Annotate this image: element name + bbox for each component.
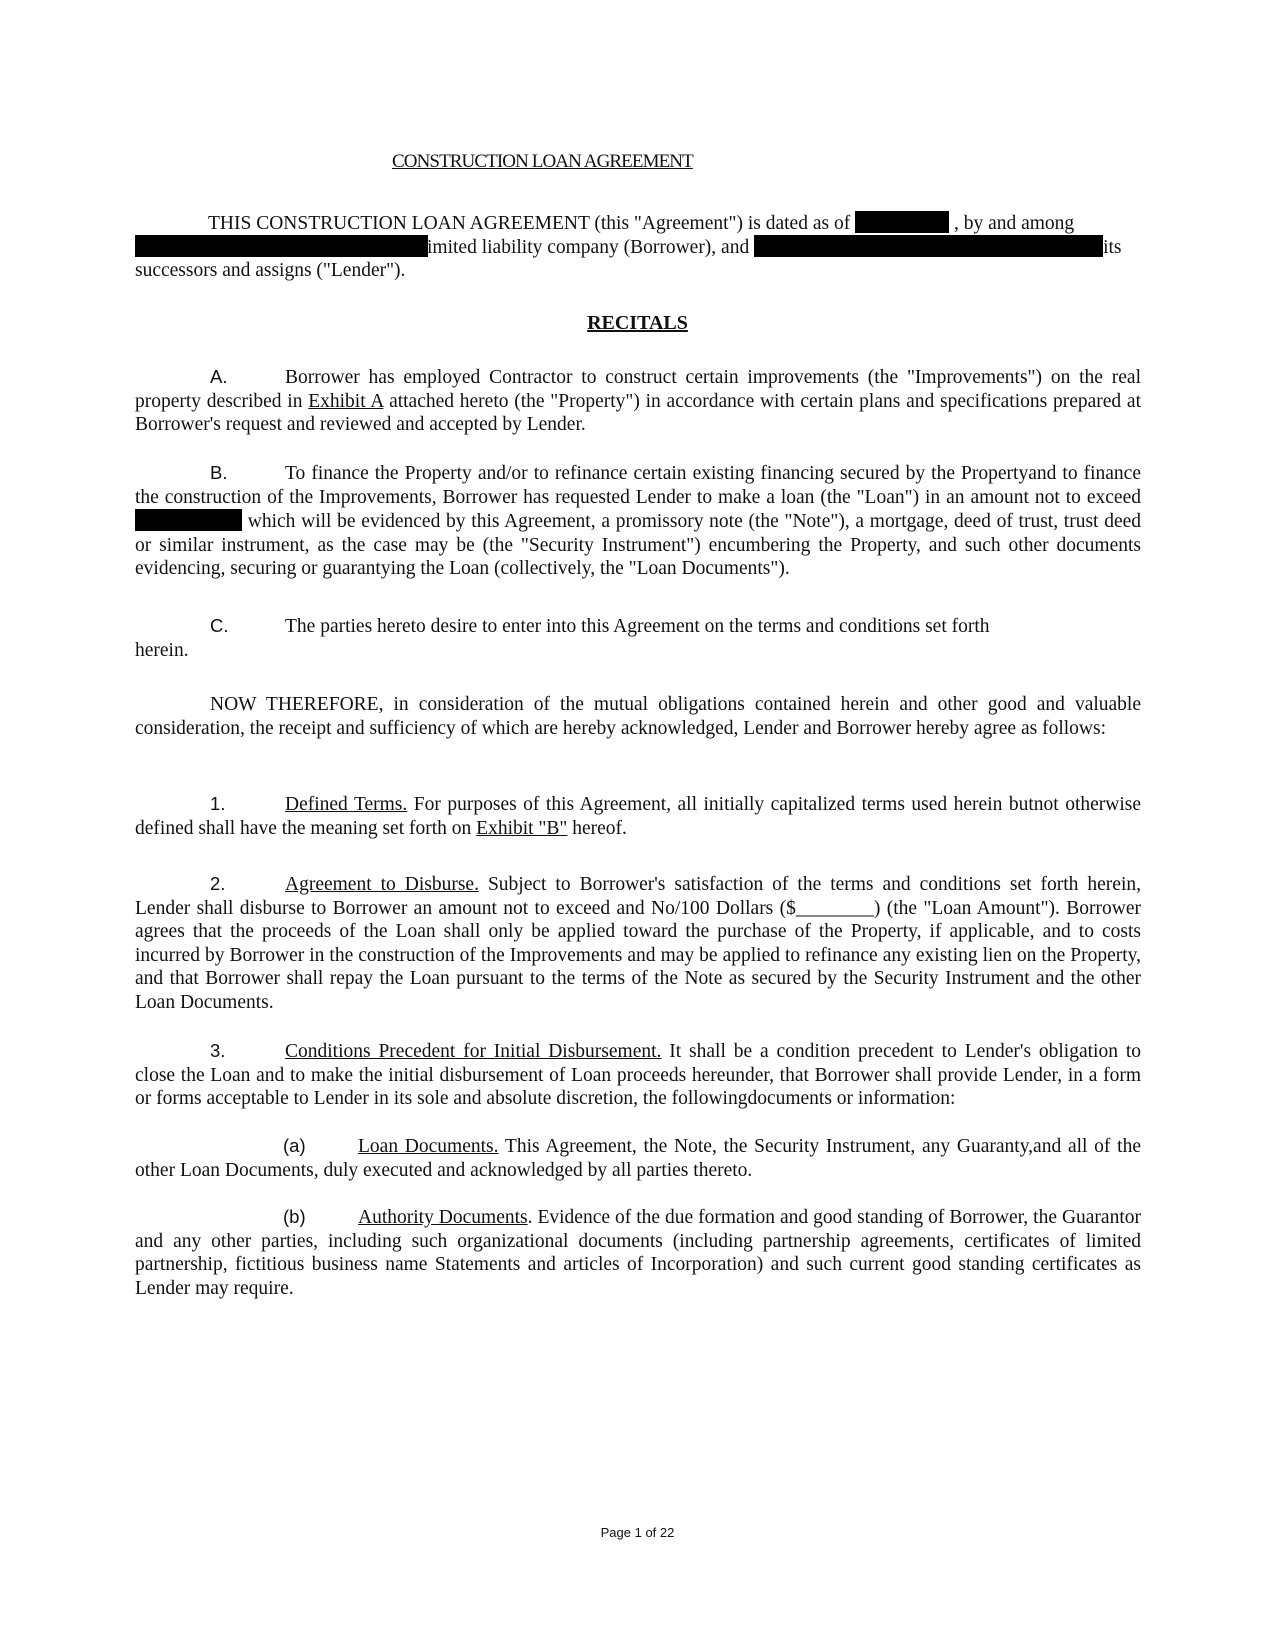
recital-a [135, 365, 1141, 437]
redaction-loan-amount [135, 509, 242, 531]
recital-c-text-1: The parties hereto desire to enter into this Agreement on the terms and conditions set forth [285, 616, 990, 637]
recital-a-text-2: attached hereto (the "Property") in accordance with certain plans and specifications prepared at Borrower's request and reviewed and accepted by Lender. [135, 390, 1141, 435]
subsection-b-number: (b) [283, 1206, 306, 1227]
recitals-heading: RECITALS [587, 312, 688, 334]
section-3-heading: Conditions Precedent for Initial Disbursement. [285, 1041, 662, 1062]
recital-b-number: B. [210, 462, 228, 483]
section-3-number: 3. [210, 1040, 226, 1061]
redaction-borrower [135, 235, 428, 257]
document-title: CONSTRUCTION LOAN AGREEMENT [392, 151, 693, 172]
section-1 [135, 792, 1141, 840]
subsection-a-number: (a) [283, 1135, 306, 1156]
intro-line-2 [135, 235, 1122, 260]
section-1-number: 1. [210, 793, 226, 814]
section-1-text-2: hereof. [567, 817, 627, 839]
redaction-lender [754, 235, 1103, 257]
subsection-a [135, 1134, 1141, 1182]
recital-b-text-2: which will be evidenced by this Agreement, a promissory note (the "Note"), a mortgage, deed of trust, trust deed or similar instrument, as the case may be (the "Security Instrument") encumbering the Property, and such other documents evidencing, securing or guarantying the Loan (collectively, the "Loan Documents"). [135, 511, 1142, 579]
subsection-a-heading: Loan Documents. [358, 1136, 499, 1157]
section-1-text-1: For purposes of this Agreement, all initially capitalized terms used herein butnot otherwise defined shall have the meaning set forth on [135, 794, 1141, 839]
exhibit-a-link: Exhibit A [308, 390, 384, 412]
recital-c [135, 614, 1141, 662]
section-2-heading: Agreement to Disburse. [285, 874, 479, 895]
subsection-a-text: This Agreement, the Note, the Security Instrument, any Guaranty,and all of the other Loan Documents, duly executed and acknowledged by all parties thereto. [135, 1136, 1141, 1181]
intro-text-1: THIS CONSTRUCTION LOAN AGREEMENT (this "Agreement") is dated as of [208, 213, 851, 234]
now-therefore-paragraph [135, 693, 1141, 740]
exhibit-b-link: Exhibit "B" [476, 817, 568, 839]
section-2 [135, 872, 1141, 1014]
section-3 [135, 1039, 1141, 1111]
section-2-text: Subject to Borrower's satisfaction of the terms and conditions set forth herein, Lender shall disburse to Borrower an amount not to exceed and No/100 Dollars ($________) (the "Loan Amount"). Borrower agrees that the proceeds of the Loan shall only be applied toward the purchase of the Property, if applicable, and to costs incurred by Borrower in the construction of the Improvements and may be applied to refinance any existing lien on the Property, and that Borrower shall repay the Loan pursuant to the terms of the Note as secured by the Security Instrument and the other Loan Documents. [135, 874, 1142, 1013]
recital-b [135, 461, 1141, 581]
subsection-b [135, 1205, 1141, 1300]
recital-a-text-1: Borrower has employed Contractor to construct certain improvements (the "Improvements") on the real property described in [135, 367, 1141, 412]
recital-a-number: A. [210, 366, 228, 387]
recital-c-text-2: herein. [135, 639, 189, 661]
section-1-heading: Defined Terms. [285, 794, 408, 815]
intro-text-3: imited liability company (Borrower), and [427, 237, 750, 258]
section-3-text: It shall be a condition precedent to Lender's obligation to close the Loan and to make the initial disbursement of Loan proceeds hereunder, that Borrower shall provide Lender, in a form or forms acceptable to Lender in its sole and absolute discretion, the followingdocuments or information: [135, 1041, 1141, 1109]
intro-text-4: its [1103, 237, 1122, 258]
intro-line-3: successors and assigns ("Lender"). [135, 260, 406, 281]
redaction-date [855, 211, 949, 233]
intro-text-2: , by and among [953, 213, 1075, 234]
subsection-b-text: . Evidence of the due formation and good standing of Borrower, the Guarantor and any other parties, including such organizational documents (including partnership agreements, certificates of limited partnership, fictitious business name Statements and articles of Incorporation) and such current good standing certificates as Lender may require. [135, 1207, 1141, 1299]
recital-b-text-1: To finance the Property and/or to refinance certain existing financing secured by the Propertyand to finance the construction of the Improvements, Borrower has requested Lender to make a loan (the "Loan") in an amount not to exceed [135, 463, 1141, 508]
recital-c-number: C. [210, 615, 229, 636]
subsection-b-heading: Authority Documents [358, 1207, 528, 1228]
section-2-number: 2. [210, 873, 226, 894]
page-number-footer: Page 1 of 22 [600, 1525, 675, 1540]
now-therefore-text: NOW THEREFORE, in consideration of the mutual obligations contained herein and other good and valuable consideration, the receipt and sufficiency of which are hereby acknowledged, Lender and Borrower hereby agree as follows: [135, 694, 1141, 739]
intro-line-1 [208, 211, 1141, 236]
